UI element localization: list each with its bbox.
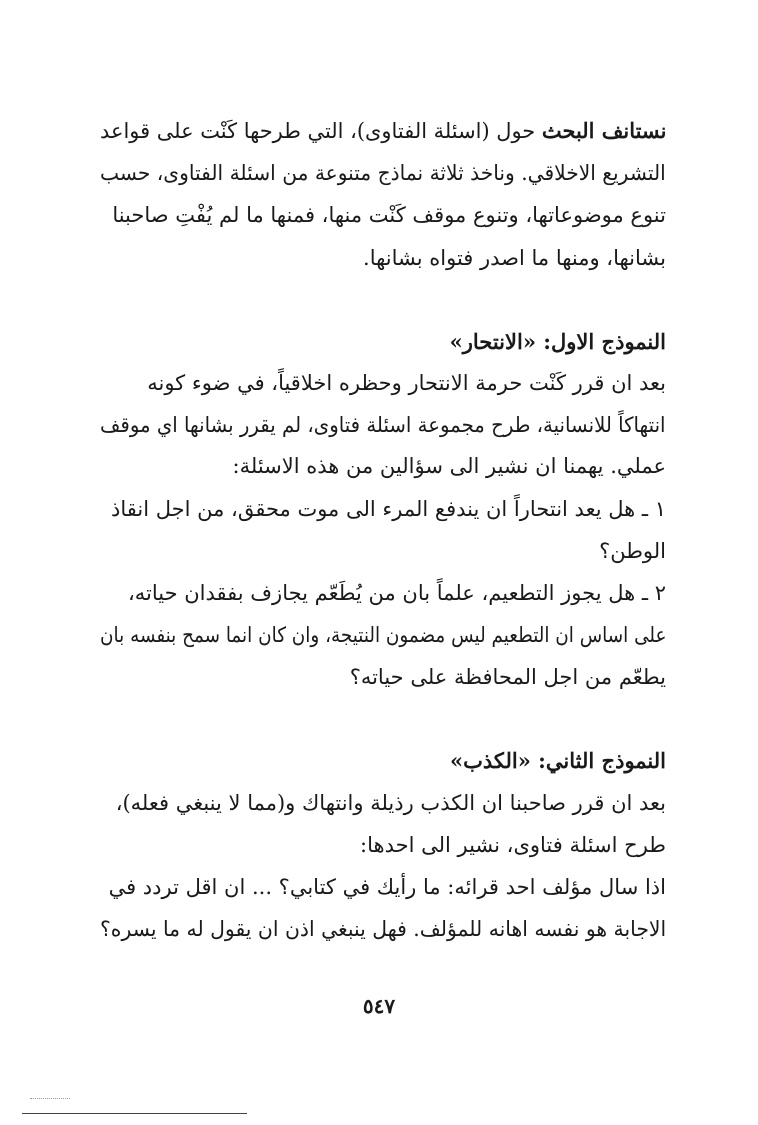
footer-rule [22,1113,247,1114]
model-one-line-1: بعد ان قرر كَنْت حرمة الانتحار وحظره اخلاقياً، في ضوء كونه [147,371,666,395]
intro-line-4: بشانها، ومنها ما اصدر فتواه بشانها. [363,246,666,270]
intro-line-2: التشريع الاخلاقي. وناخذ ثلاثة نماذج متنوعة من اسئلة الفتاوى، حسب [100,161,666,185]
intro-lead: نستانف البحث [541,118,666,143]
page-number: ٥٤٧ [362,994,396,1018]
intro-line-1 [100,116,666,146]
model-two-line-2: طرح اسئلة فتاوى، نشير الى احدها: [360,833,666,857]
model-two-line-4: الاجابة هو نفسه اهانه للمؤلف. فهل ينبغي اذن ان يقول له ما يسره؟ [99,917,666,941]
model-two-line-3: اذا سال مؤلف احد قرائه: ما رأيك في كتابي؟ ... ان اقل تردد في [108,875,666,899]
intro-line-3: تنوع موضوعاتها، وتنوع موقف كَنْت منها، فمنها ما لم يُفْتِ صاحبنا [112,203,666,227]
model-two-line-1: بعد ان قرر صاحبنا ان الكذب رذيلة وانتهاك و(مما لا ينبغي فعله)، [115,791,666,815]
model-one-line-7: على اساس ان التطعيم ليس مضمون النتيجة، وان كان انما سمح بنفسه بان [99,623,666,647]
model-one-line-4: ١ ـ هل يعد انتحاراً ان يندفع المرء الى موت محقق، من اجل انقاذ [111,497,666,521]
model-one-line-8: يطعّم من اجل المحافظة على حياته؟ [349,665,666,689]
model-one-line-2: انتهاكاً للانسانية، طرح مجموعة اسئلة فتاوى، لم يقرر بشانها اي موقف [100,413,666,437]
model-one-line-6: ٢ ـ هل يجوز التطعيم، علماً بان من يُطَعّم يجازف بفقدان حياته، [127,581,666,605]
model-one-heading: النموذج الاول: «الانتحار» [449,329,666,354]
footer-dots [30,1098,70,1099]
intro-line-1-text: حول (اسئلة الفتاوى)، التي طرحها كَنْت على قواعد [99,119,542,143]
model-one-line-5: الوطن؟ [599,539,666,563]
model-one-line-3: عملي. يهمنا ان نشير الى سؤالين من هذه الاسئلة: [232,454,666,478]
model-two-heading: النموذج الثاني: «الكذب» [449,748,666,773]
